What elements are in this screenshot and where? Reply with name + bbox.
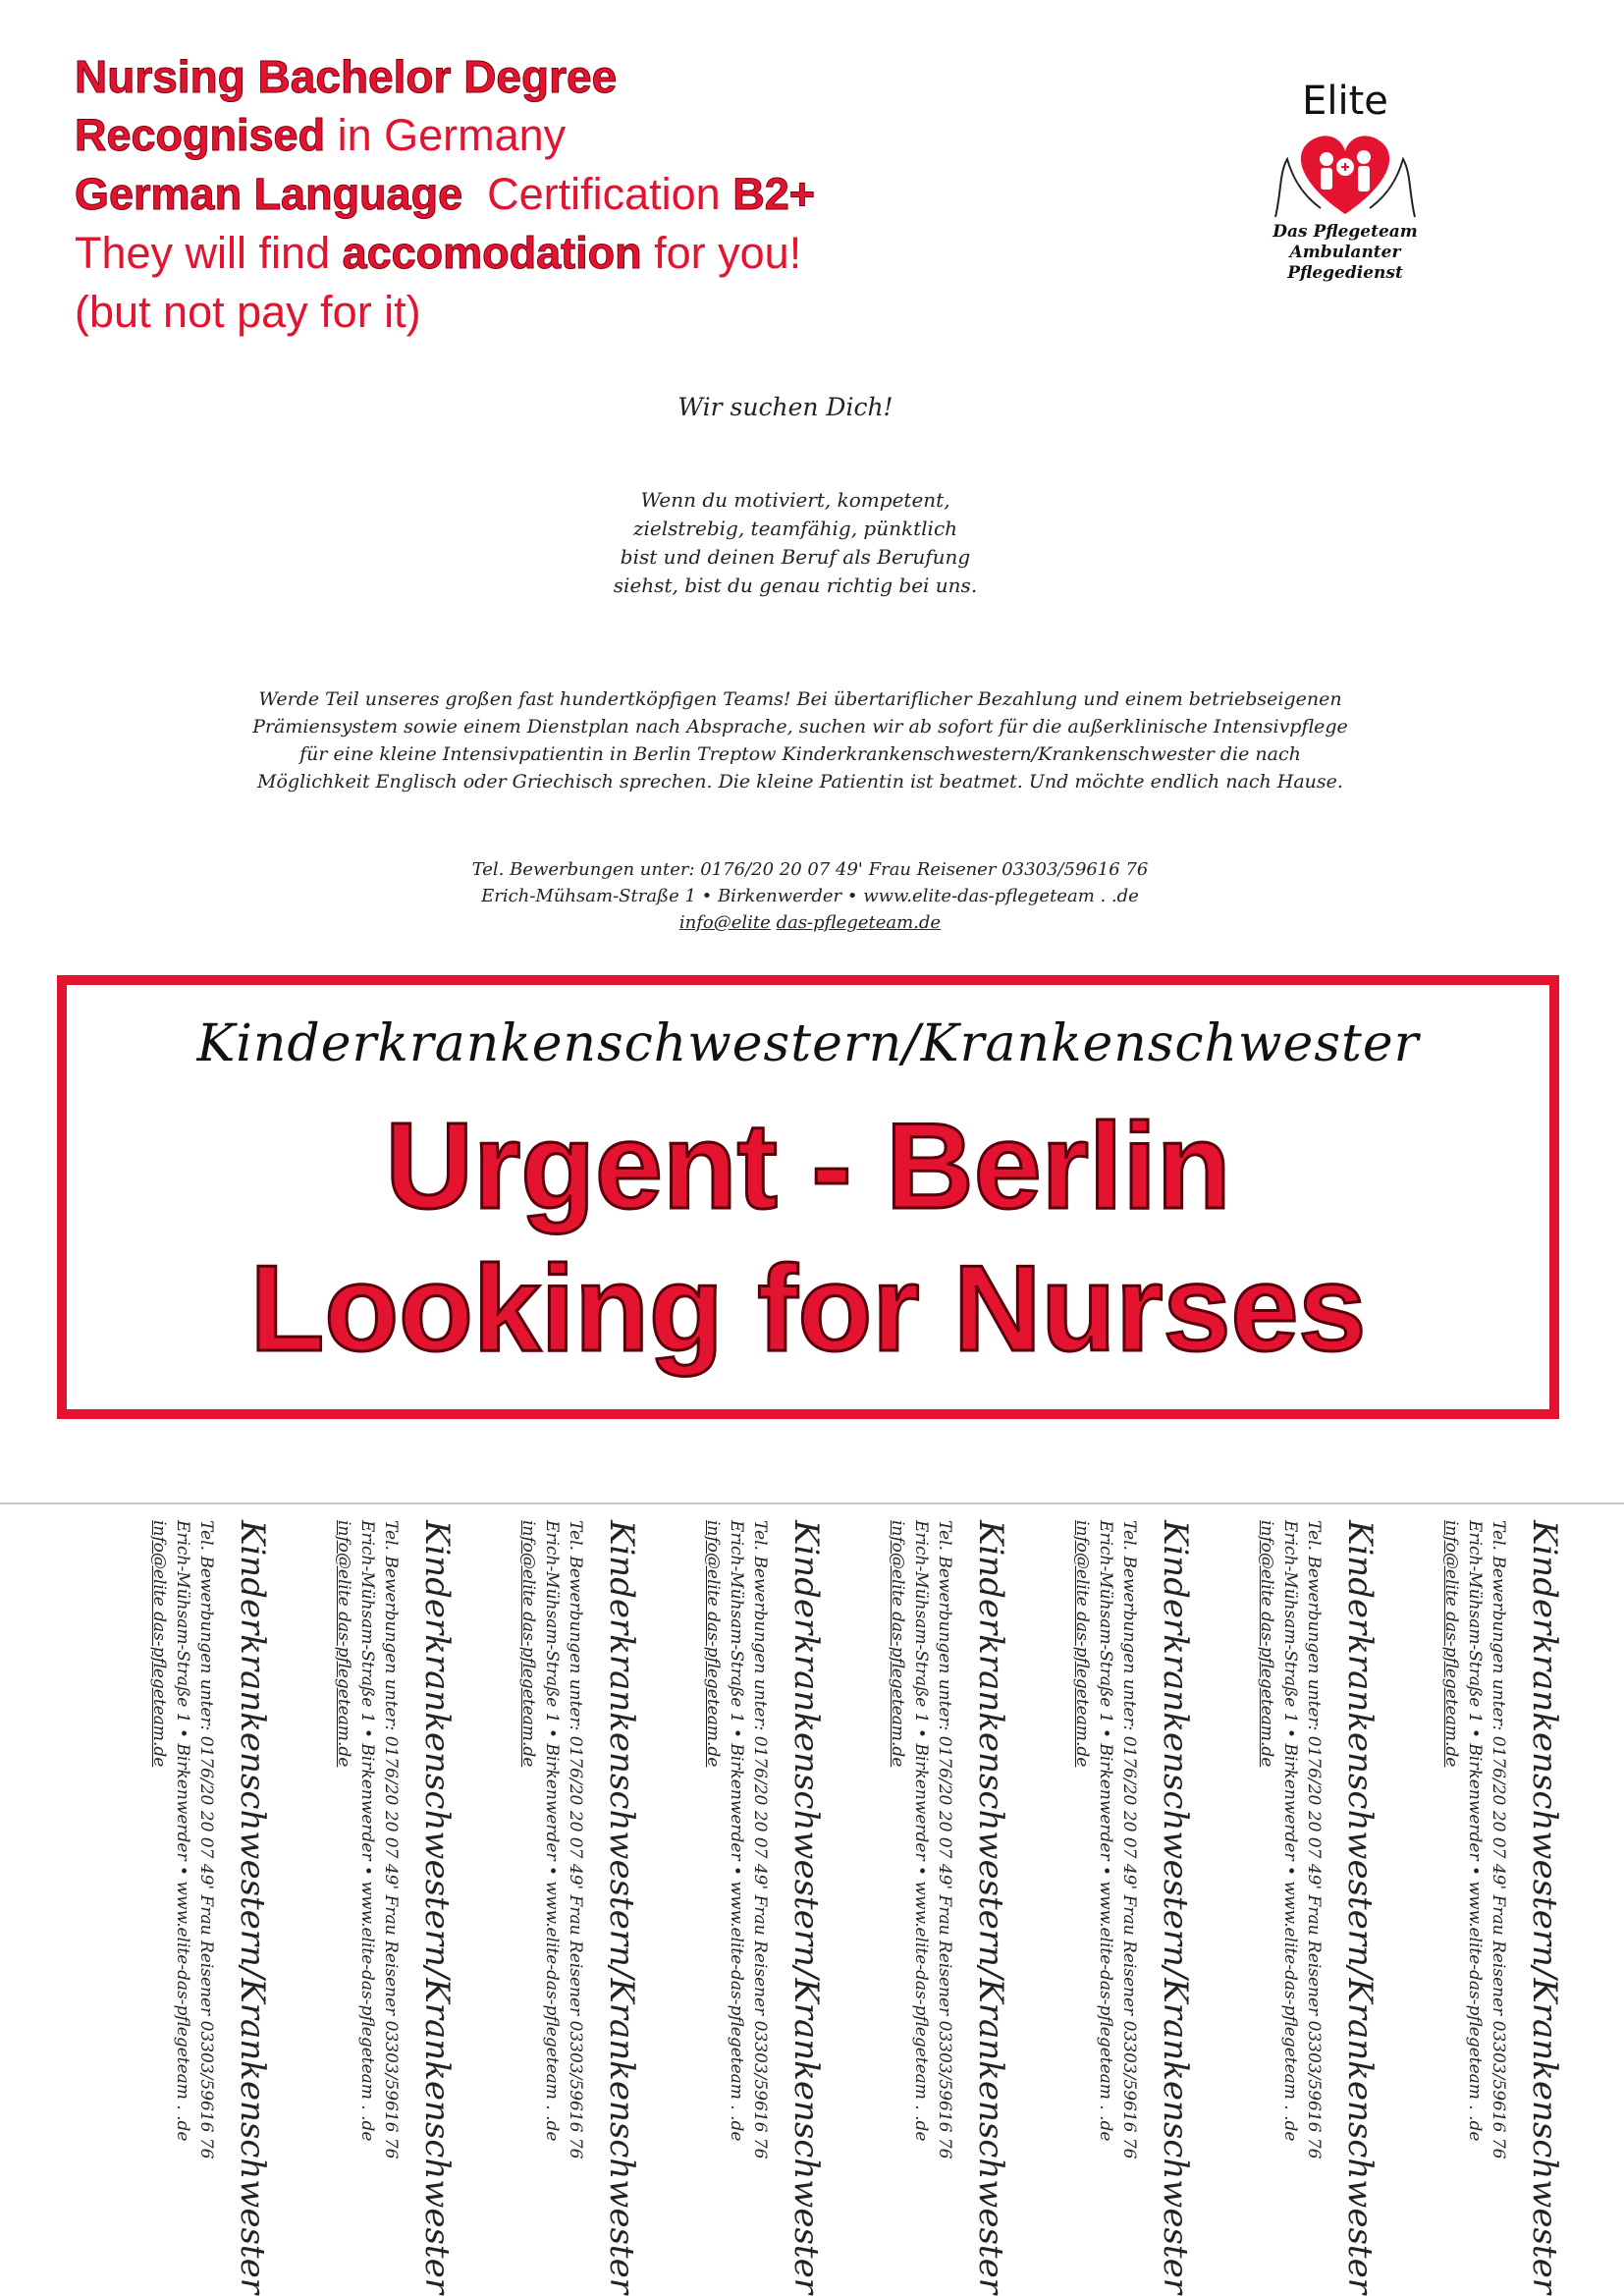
tab-phone: Tel. Bewerbungen unter: 0176/20 20 07 49' Frau Reisener 03303/59616 76 [196,1520,216,2159]
greeting: Wir suchen Dich! [677,393,893,421]
header-block [75,47,815,342]
body-line: Prämiensystem sowie einem Dienstplan nach Absprache, suchen wir ab sofort für die außerklinische Intensivpflege [252,716,1348,738]
tear-off-tab[interactable] [650,1520,831,2294]
tab-job-title: Kinderkrankenschwestern/Krankenschwester [971,1520,1010,2294]
tab-address: Erich-Mühsam-Straße 1 • Birkenwerder • www.elite-das-pflegeteam . .de [357,1520,377,2142]
banner-headline-2: Looking for Nurses [249,1241,1367,1377]
tab-rotated-text [1204,1520,1384,2294]
tear-off-divider [0,1503,1624,1504]
tab-rotated-text [1019,1520,1200,2294]
tab-email: info@elite das-pflegeteam.de [888,1520,907,1768]
tab-address: Erich-Mühsam-Straße 1 • Birkenwerder • www.elite-das-pflegeteam . .de [727,1520,746,2142]
contact-phone: Tel. Bewerbungen unter: 0176/20 20 07 49' Frau Reisener 03303/59616 76 [471,859,1149,880]
tab-job-title: Kinderkrankenschwestern/Krankenschwester [1156,1520,1195,2294]
tear-off-tab[interactable] [96,1520,277,2294]
tear-off-tab[interactable] [1204,1520,1384,2294]
body-line: Möglichkeit Englisch oder Griechisch sprechen. Die kleine Patientin ist beatmet. Und möchte endlich nach Hause. [257,771,1343,793]
company-logo [1247,79,1443,304]
header-line-1: Nursing Bachelor Degree [75,51,618,102]
tab-job-title: Kinderkrankenschwestern/Krankenschwester [786,1520,826,2294]
motto-line: Wenn du motiviert, kompetent, [640,488,950,512]
tab-address: Erich-Mühsam-Straße 1 • Birkenwerder • www.elite-das-pflegeteam . .de [1096,1520,1115,2142]
tab-email: info@elite das-pflegeteam.de [703,1520,723,1768]
motto-line: siehst, bist du genau richtig bei uns. [613,574,978,597]
motto-line: bist und deinen Beruf als Berufung [620,545,971,569]
tab-phone: Tel. Bewerbungen unter: 0176/20 20 07 49' Frau Reisener 03303/59616 76 [381,1520,401,2159]
logo-sub-2: Ambulanter [1289,243,1401,262]
tear-off-tab[interactable] [281,1520,461,2294]
tab-address: Erich-Mühsam-Straße 1 • Birkenwerder • www.elite-das-pflegeteam . .de [1465,1520,1485,2142]
tear-off-tab[interactable] [1388,1520,1569,2294]
tab-rotated-text [835,1520,1015,2294]
tab-address: Erich-Mühsam-Straße 1 • Birkenwerder • www.elite-das-pflegeteam . .de [1280,1520,1300,2142]
tab-phone: Tel. Bewerbungen unter: 0176/20 20 07 49' Frau Reisener 03303/59616 76 [1304,1520,1324,2159]
tab-rotated-text [465,1520,646,2294]
ad-body [187,685,1414,795]
contact-address: Erich-Mühsam-Straße 1 • Birkenwerder • www.elite-das-pflegeteam . .de [481,886,1139,906]
tab-phone: Tel. Bewerbungen unter: 0176/20 20 07 49' Frau Reisener 03303/59616 76 [935,1520,954,2159]
tab-email: info@elite das-pflegeteam.de [149,1520,169,1768]
header-line-2: Recognised in Germany [75,110,567,160]
tab-job-title: Kinderkrankenschwestern/Krankenschwester [417,1520,457,2294]
logo-sub-3: Pflegedienst [1287,263,1403,283]
heart-hands-icon [1262,124,1429,222]
contact-email[interactable] [295,909,1326,936]
tab-job-title: Kinderkrankenschwestern/Krankenschwester [233,1520,272,2294]
tab-phone: Tel. Bewerbungen unter: 0176/20 20 07 49' Frau Reisener 03303/59616 76 [1489,1520,1508,2159]
motto-block [530,486,1060,600]
tab-phone: Tel. Bewerbungen unter: 0176/20 20 07 49' Frau Reisener 03303/59616 76 [566,1520,585,2159]
urgent-banner [57,975,1559,1419]
logo-sub-1: Das Pflegeteam [1272,222,1418,242]
email-part-2[interactable]: das-pflegeteam.de [776,912,942,933]
tab-phone: Tel. Bewerbungen unter: 0176/20 20 07 49' Frau Reisener 03303/59616 76 [1119,1520,1139,2159]
tab-phone: Tel. Bewerbungen unter: 0176/20 20 07 49' Frau Reisener 03303/59616 76 [750,1520,770,2159]
tab-address: Erich-Mühsam-Straße 1 • Birkenwerder • www.elite-das-pflegeteam . .de [911,1520,931,2142]
tab-job-title: Kinderkrankenschwestern/Krankenschwester [602,1520,641,2294]
tear-off-tab[interactable] [835,1520,1015,2294]
header-line-5: (but not pay for it) [75,287,421,337]
tab-rotated-text [281,1520,461,2294]
tab-rotated-text [1388,1520,1569,2294]
tab-job-title: Kinderkrankenschwestern/Krankenschwester [1525,1520,1564,2294]
header-line-3: German Language Certification B2+ [75,169,816,219]
tab-rotated-text [96,1520,277,2294]
tab-email: info@elite das-pflegeteam.de [1257,1520,1276,1768]
body-line: für eine kleine Intensivpatientin in Berlin Treptow Kinderkrankenschwestern/Krankenschwester die nach [299,743,1301,765]
tear-off-tab[interactable] [465,1520,646,2294]
banner-headline-1: Urgent - Berlin [385,1099,1231,1234]
tab-address: Erich-Mühsam-Straße 1 • Birkenwerder • www.elite-das-pflegeteam . .de [173,1520,192,2142]
tear-off-tab[interactable] [1019,1520,1200,2294]
logo-brand: Elite [1302,79,1388,124]
tab-email: info@elite das-pflegeteam.de [1072,1520,1092,1768]
tab-rotated-text [650,1520,831,2294]
body-line: Werde Teil unseres großen fast hundertköpfigen Teams! Bei übertariflicher Bezahlung und einem betriebseigenen [258,688,1342,710]
tab-address: Erich-Mühsam-Straße 1 • Birkenwerder • www.elite-das-pflegeteam . .de [542,1520,562,2142]
tab-email: info@elite das-pflegeteam.de [334,1520,353,1768]
tab-job-title: Kinderkrankenschwestern/Krankenschwester [1340,1520,1380,2294]
tab-email: info@elite das-pflegeteam.de [518,1520,538,1768]
tab-email: info@elite das-pflegeteam.de [1441,1520,1461,1768]
contact-block [295,856,1326,936]
banner-job-title: Kinderkrankenschwestern/Krankenschwester [196,1014,1420,1073]
email-part-1[interactable]: info@elite [678,912,771,933]
motto-line: zielstrebig, teamfähig, pünktlich [632,517,958,540]
header-line-4: They will find accomodation for you! [75,228,802,278]
